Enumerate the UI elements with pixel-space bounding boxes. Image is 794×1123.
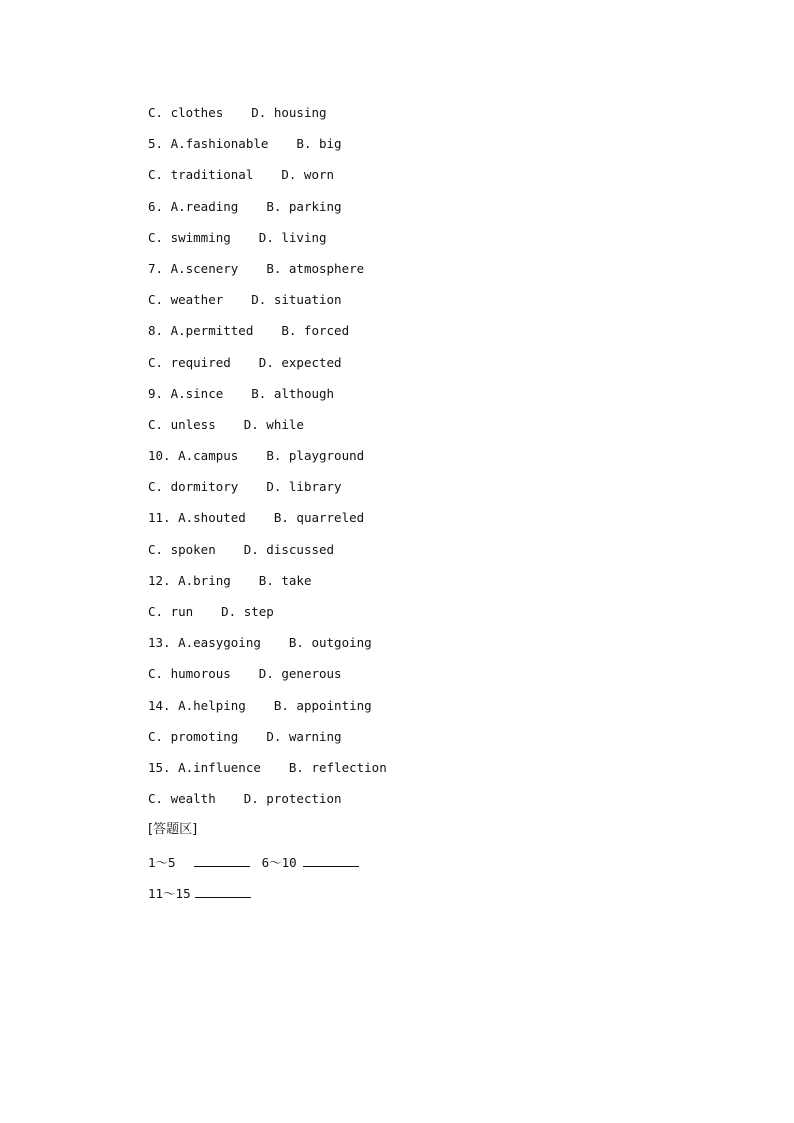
option-b: B. take	[258, 572, 312, 588]
answer-blank-1-5[interactable]	[194, 852, 250, 867]
option-c: C. promoting	[148, 728, 239, 744]
answer-line-2	[148, 883, 708, 914]
answer-blank-11-15[interactable]	[195, 883, 251, 898]
option-c: C. unless	[148, 416, 216, 432]
question-line	[148, 197, 708, 228]
option-c: C. swimming	[148, 229, 231, 245]
option-d: D. living	[258, 229, 327, 245]
option-b: B. parking	[266, 198, 342, 214]
option-b: B. reflection	[288, 759, 387, 775]
option-a: 9. A.since	[148, 385, 224, 401]
option-d: D. warning	[266, 728, 342, 744]
question-line	[148, 508, 708, 539]
option-line	[148, 415, 708, 446]
option-b: B. quarreled	[273, 510, 365, 526]
answer-range-1-5: 1～5	[148, 854, 176, 870]
option-d: D. step	[221, 604, 274, 619]
answer-blank-6-10[interactable]	[303, 852, 359, 867]
option-a: 14. A.helping	[148, 697, 246, 713]
option-d: D. housing	[251, 105, 327, 120]
option-line	[148, 664, 708, 695]
option-line	[148, 103, 708, 134]
option-line	[148, 727, 708, 758]
option-d: D. discussed	[243, 541, 335, 557]
option-line	[148, 165, 708, 196]
option-d: D. protection	[243, 791, 342, 807]
option-b: B. big	[296, 136, 342, 152]
answer-line-1	[148, 852, 708, 883]
option-b: B. playground	[266, 448, 365, 464]
option-a: 12. A.bring	[148, 572, 231, 588]
question-line	[148, 134, 708, 165]
question-line	[148, 571, 708, 602]
option-d: D. situation	[251, 292, 342, 308]
option-line	[148, 477, 708, 508]
question-line	[148, 633, 708, 664]
option-a: 7. A.scenery	[148, 260, 239, 276]
question-line	[148, 446, 708, 477]
option-b: B. atmosphere	[266, 260, 365, 276]
option-b: B. appointing	[273, 697, 372, 713]
option-b: B. although	[251, 385, 335, 401]
option-a: 10. A.campus	[148, 448, 239, 464]
question-content	[148, 103, 708, 914]
answer-range-11-15: 11～15	[148, 885, 191, 901]
option-d: D. worn	[281, 167, 335, 183]
option-c: C. run	[148, 604, 194, 619]
option-a: 13. A.easygoing	[148, 635, 261, 651]
question-line	[148, 758, 708, 789]
option-d: D. library	[266, 479, 342, 495]
question-line	[148, 259, 708, 290]
option-a: 6. A.reading	[148, 198, 239, 214]
option-c: C. dormitory	[148, 479, 239, 495]
option-b: B. outgoing	[288, 635, 372, 651]
option-c: C. weather	[148, 292, 224, 308]
option-c: C. spoken	[148, 541, 216, 557]
answer-area-title: [答题区]	[148, 822, 198, 838]
option-line	[148, 789, 708, 820]
option-d: D. while	[243, 416, 304, 432]
option-a: 15. A.influence	[148, 759, 261, 775]
option-line	[148, 353, 708, 384]
question-line	[148, 321, 708, 352]
question-line	[148, 696, 708, 727]
option-a: 5. A.fashionable	[148, 136, 269, 152]
option-c: C. required	[148, 354, 231, 370]
option-d: D. expected	[258, 354, 342, 370]
option-a: 11. A.shouted	[148, 510, 246, 526]
option-b: B. forced	[281, 323, 350, 339]
option-line	[148, 290, 708, 321]
option-c: C. humorous	[148, 666, 231, 682]
option-a: 8. A.permitted	[148, 323, 254, 339]
option-line	[148, 540, 708, 571]
question-line	[148, 384, 708, 415]
option-d: D. generous	[258, 666, 342, 682]
answer-range-6-10: 6～10	[261, 854, 297, 870]
option-c: C. clothes	[148, 105, 224, 120]
option-line	[148, 228, 708, 259]
option-line	[148, 602, 708, 633]
option-c: C. wealth	[148, 791, 216, 807]
option-c: C. traditional	[148, 167, 254, 183]
